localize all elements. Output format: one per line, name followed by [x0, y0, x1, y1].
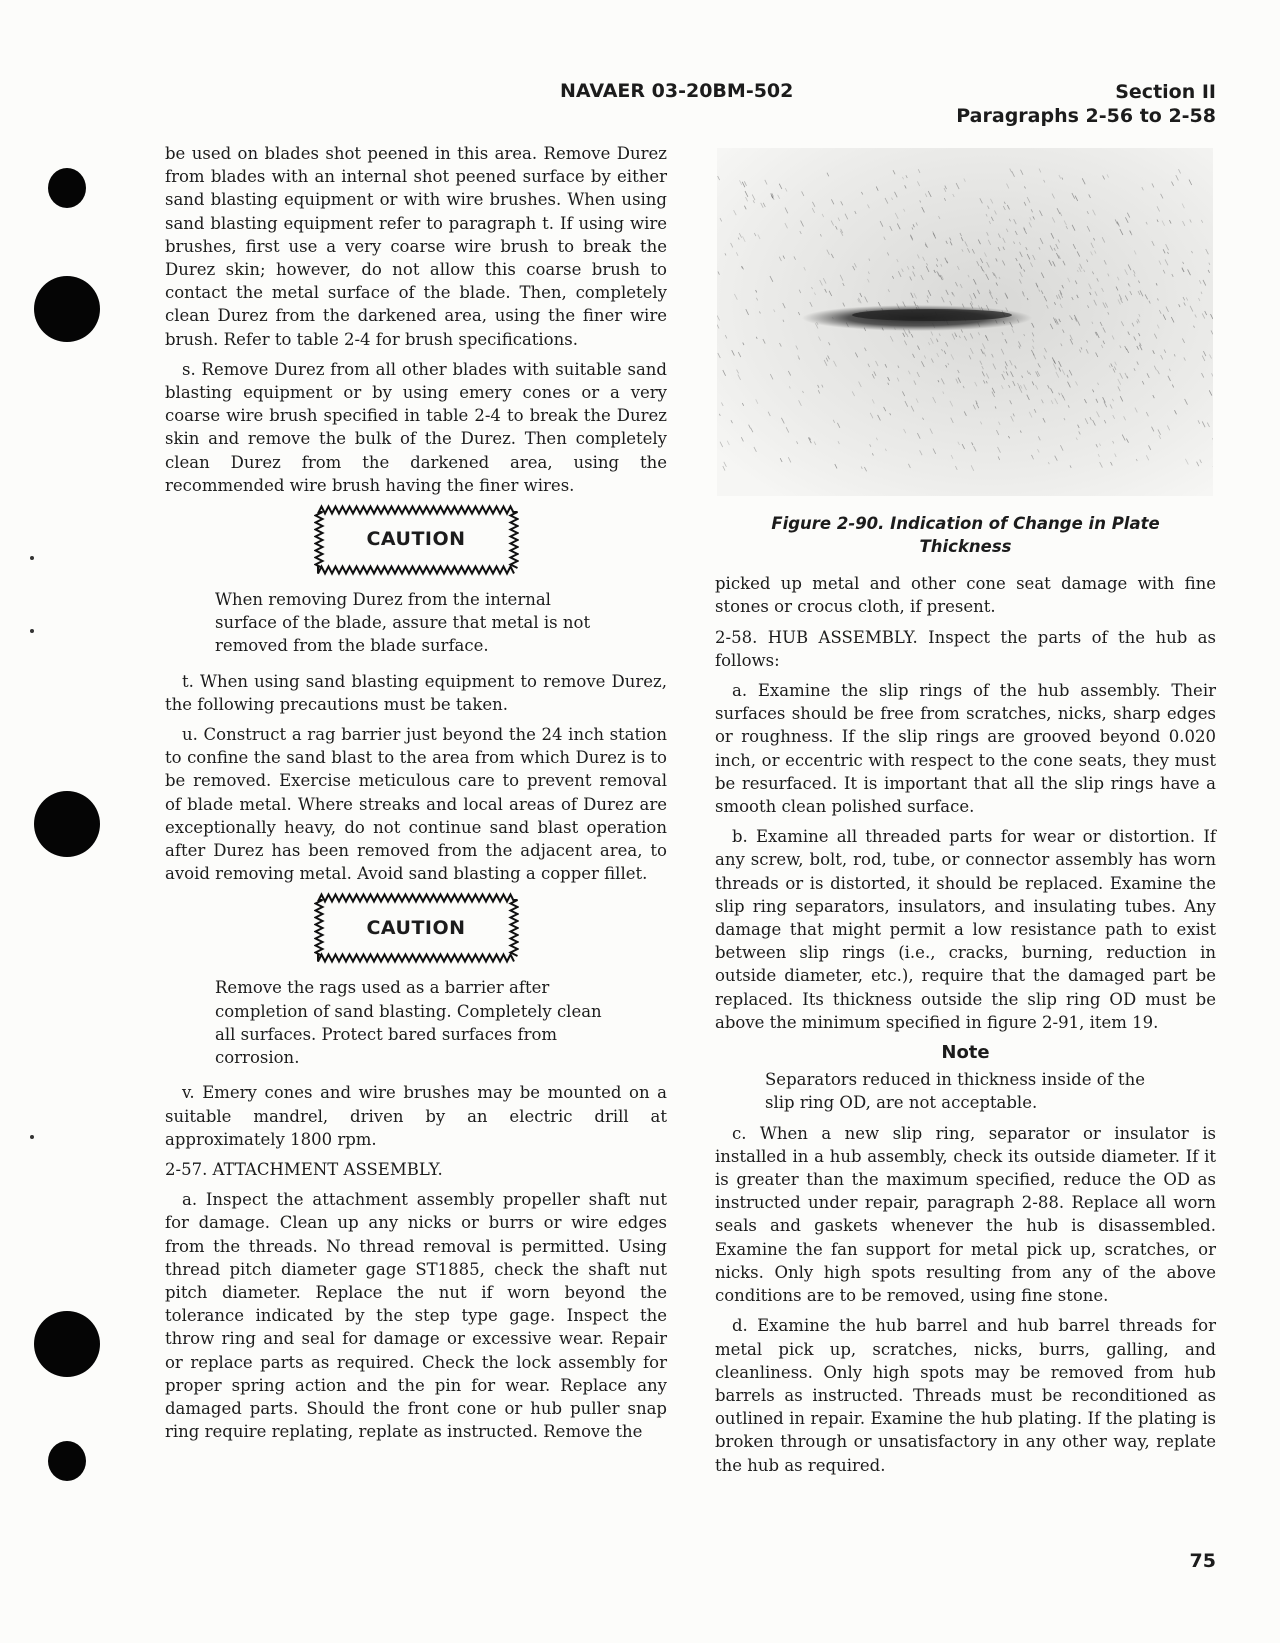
paragraph-range: Paragraphs 2-56 to 2-58 [956, 105, 1216, 127]
caution-text: Remove the rags used as a barrier after completion of sand blasting. Completely clean all surfaces. Protect bared surfaces from corrosion. [215, 978, 602, 1068]
scan-speck [30, 556, 34, 560]
paragraph-v: v. Emery cones and wire brushes may be mounted on a suitable mandrel, driven by an electric drill at approximately 1800 rpm. [165, 1083, 667, 1149]
note-label: Note [941, 1042, 990, 1064]
caution-block [165, 892, 667, 964]
binder-hole [48, 1441, 86, 1481]
paragraph-continued: picked up metal and other cone seat damage with fine stones or crocus cloth, if present. [715, 574, 1216, 617]
section-label: Section II [1115, 81, 1216, 103]
paragraph-s: s. Remove Durez from all other blades with suitable sand blasting equipment or by using emery cones or a very coarse wire brush specified in table 2-4 to break the Durez skin and remove the bulk of the Durez. Then completely clean Durez from the darkened area, using the recommended wire brush having the finer wires. [165, 359, 667, 495]
paragraph-2-58-b: b. Examine all threaded parts for wear or distortion. If any screw, bolt, rod, tube, or connector assembly has worn threads or is distorted, it should be replaced. Examine the slip ring separators, insulators, and insulating tubes. Any damage that might permit a low resistance path to exist between slip rings (i.e., cracks, burning, reduction in outside diameter, etc.), require that the damaged part be replaced. Its thickness outside the slip ring OD must be above the minimum specified in figure 2-91, item 19. [715, 827, 1216, 1032]
caution-block [165, 504, 667, 576]
heading-2-58: 2-58. HUB ASSEMBLY. Inspect the parts of the hub as follows: [715, 627, 1216, 670]
left-column [165, 142, 667, 1450]
caution-box [314, 504, 519, 576]
right-column [715, 142, 1216, 1484]
document-number: NAVAER 03-20BM-502 [560, 80, 794, 102]
section-header [956, 80, 1216, 128]
scan-speck [30, 629, 34, 633]
paragraph-2-58-a: a. Examine the slip rings of the hub assembly. Their surfaces should be free from scratches, nicks, sharp edges or roughness. If the slip rings are grooved beyond 0.020 inch, or eccentric with respect to the cone seats, they must be resurfaced. It is important that all the slip rings have a smooth clean polished surface. [715, 681, 1216, 817]
paragraph-2-58-d: d. Examine the hub barrel and hub barrel threads for metal pick up, scratches, nicks, burrs, galling, and cleanliness. Only high spots may be removed from hub barrels as instructed. Threads must be reconditioned as outlined in repair. Examine the hub plating. If the plating is broken through or unsatisfactory in any other way, replate the hub as required. [715, 1316, 1216, 1475]
figure-plate-thickness-photo [717, 148, 1213, 496]
note-text: Separators reduced in thickness inside of the slip ring OD, are not acceptable. [765, 1070, 1146, 1113]
scan-speck [30, 1135, 34, 1139]
page-number: 75 [1189, 1550, 1216, 1572]
paragraph-2-57-a: a. Inspect the attachment assembly propeller shaft nut for damage. Clean up any nicks or burrs or wire edges from the threads. No thread removal is permitted. Using thread pitch diameter gage ST1885, check the shaft nut pitch diameter. Replace the nut if worn beyond the tolerance indicated by the step type gage. Inspect the throw ring and seal for damage or excessive wear. Repair or replace parts as required. Check the lock assembly for proper spring action and the pin for wear. Replace any damaged parts. Should the front cone or hub puller snap ring require replating, replate as instructed. Remove the [165, 1190, 667, 1442]
binder-hole [34, 791, 100, 857]
figure-caption: Figure 2-90. Indication of Change in Plate Thickness [771, 514, 1160, 557]
paragraph-intro: be used on blades shot peened in this area. Remove Durez from blades with an internal shot peened surface by either sand blasting equipment or with wire brushes. When using sand blasting equipment refer to paragraph t. If using wire brushes, first use a very coarse wire brush to break the Durez skin; however, do not allow this coarse brush to contact the metal surface of the blade. Then, completely clean Durez from the darkened area, using the finer wire brush. Refer to table 2-4 for brush specifications. [165, 144, 667, 349]
binder-hole [34, 1311, 100, 1377]
paragraph-2-58-c: c. When a new slip ring, separator or insulator is installed in a hub assembly, check its outside diameter. If it is greater than the maximum specified, reduce the OD as instructed under repair, paragraph 2-88. Replace all worn seals and gaskets whenever the hub is disassembled. Examine the fan support for metal pick up, scratches, or nicks. Only high spots resulting from any of the above conditions are to be removed, using fine stone. [715, 1123, 1216, 1306]
paragraph-u: u. Construct a rag barrier just beyond the 24 inch station to confine the sand blast to the area from which Durez is to be removed. Exercise meticulous care to prevent removal of blade metal. Where streaks and local areas of Durez are exceptionally heavy, do not continue sand blast operation after Durez has been removed from the adjacent area, to avoid removing metal. Avoid sand blasting a copper fillet. [165, 725, 667, 884]
caution-label: CAUTION [366, 916, 466, 939]
caution-label: CAUTION [366, 528, 466, 551]
heading-2-57: 2-57. ATTACHMENT ASSEMBLY. [165, 1159, 443, 1179]
binder-hole [48, 168, 86, 208]
paragraph-t: t. When using sand blasting equipment to remove Durez, the following precautions must be taken. [165, 671, 667, 714]
caution-box [314, 892, 519, 964]
binder-hole [34, 276, 100, 342]
caution-text: When removing Durez from the internal surface of the blade, assure that metal is not removed from the blade surface. [215, 590, 591, 656]
